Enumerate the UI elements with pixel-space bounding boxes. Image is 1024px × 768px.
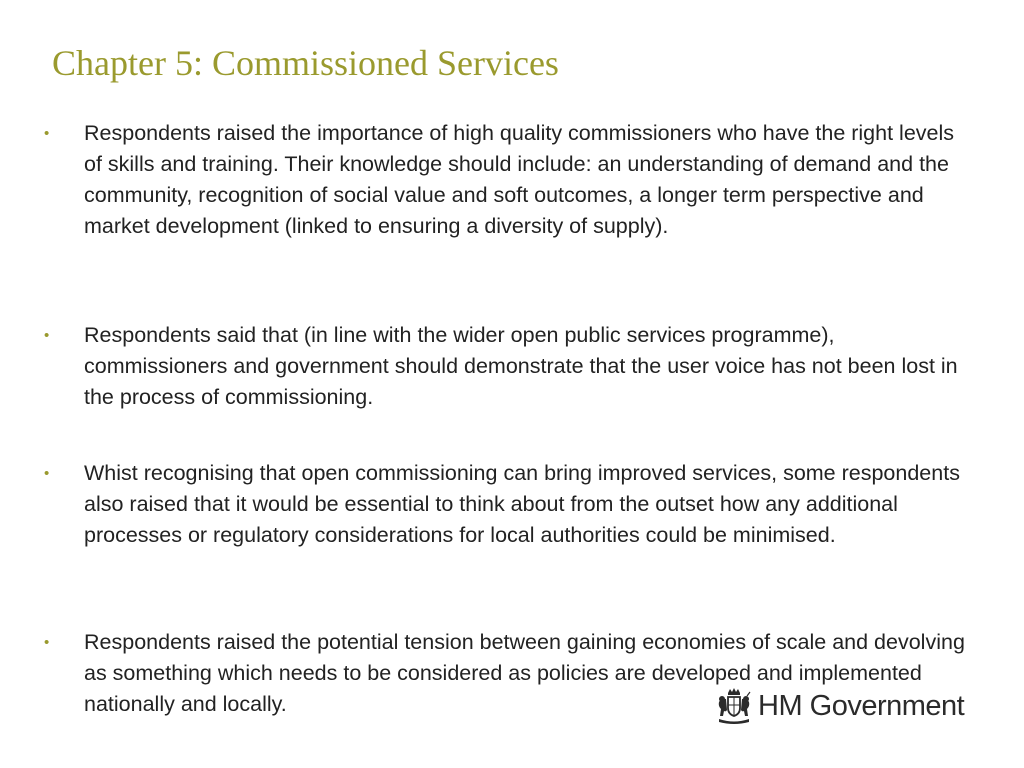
royal-coat-of-arms-icon [714,686,754,726]
bullet-text: Whist recognising that open commissioning can bring improved services, some respondents also raised that it would be essential to think about from the outset how any additional processes or regulatory considerations for local authorities could be minimised. [84,461,960,547]
bullet-marker: • [44,327,50,344]
bullet-marker: • [44,465,50,482]
slide-title: Chapter 5: Commissioned Services [52,43,559,83]
bullet-text: Respondents raised the potential tension between gaining economies of scale and devolving as something which needs to be considered as policies are developed and implemented nationally and locally. [84,630,965,716]
hm-government-wordmark: HM Government [758,690,965,722]
bullet-text: Respondents raised the importance of high quality commissioners who have the right levels of skills and training. Their knowledge should include: an understanding of demand and the community, recognition of social value and soft outcomes, a longer term perspective and market development (linked to ensuring a diversity of supply). [84,121,955,238]
hm-government-logo [714,686,976,726]
bullet-text: Respondents said that (in line with the wider open public services programme), commissioners and government should demonstrate that the user voice has not been lost in the process of commissioning. [84,323,958,409]
bullet-marker: • [44,634,50,651]
bullet-marker: • [44,125,50,142]
